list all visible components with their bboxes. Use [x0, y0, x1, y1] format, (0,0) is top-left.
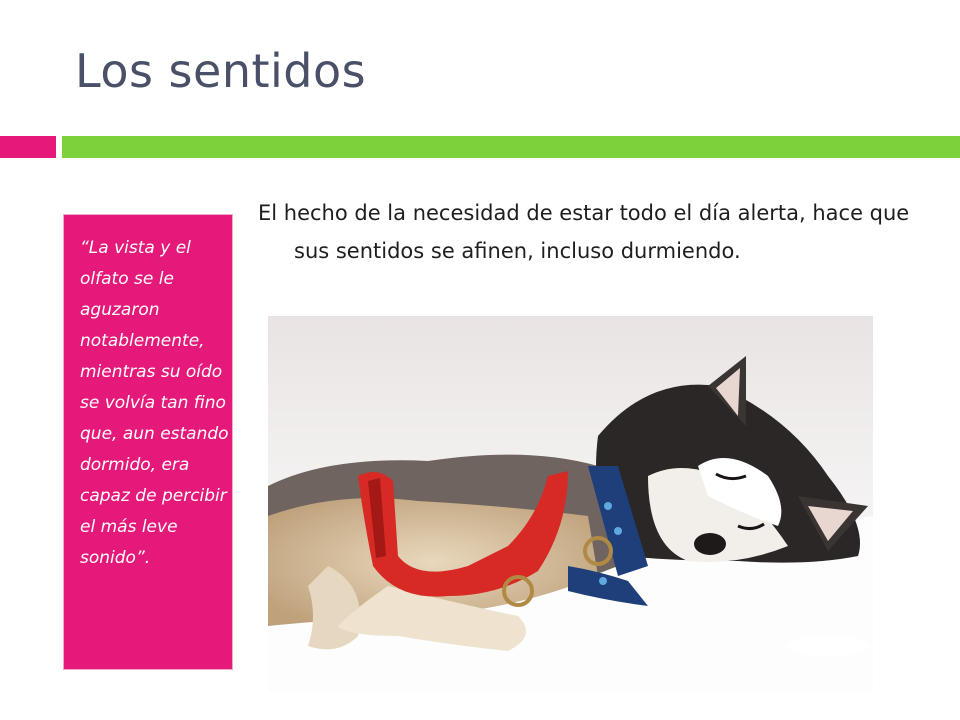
slide-title: Los sentidos — [75, 44, 367, 98]
quote-text: “La vista y el olfato se le aguzaron notablemente, mientras su oído se volvía tan fino que, aun estando dormido, era capaz de percibir el más leve sonido”. — [80, 238, 229, 568]
body-text: El hecho de la necesidad de estar todo el día alerta, hace que sus sentidos se afinen, incluso durmiendo. — [258, 201, 910, 263]
quote-box — [63, 214, 233, 670]
husky-photo — [268, 316, 873, 692]
accent-bar-pink — [0, 136, 56, 158]
accent-bar-green — [62, 136, 960, 158]
